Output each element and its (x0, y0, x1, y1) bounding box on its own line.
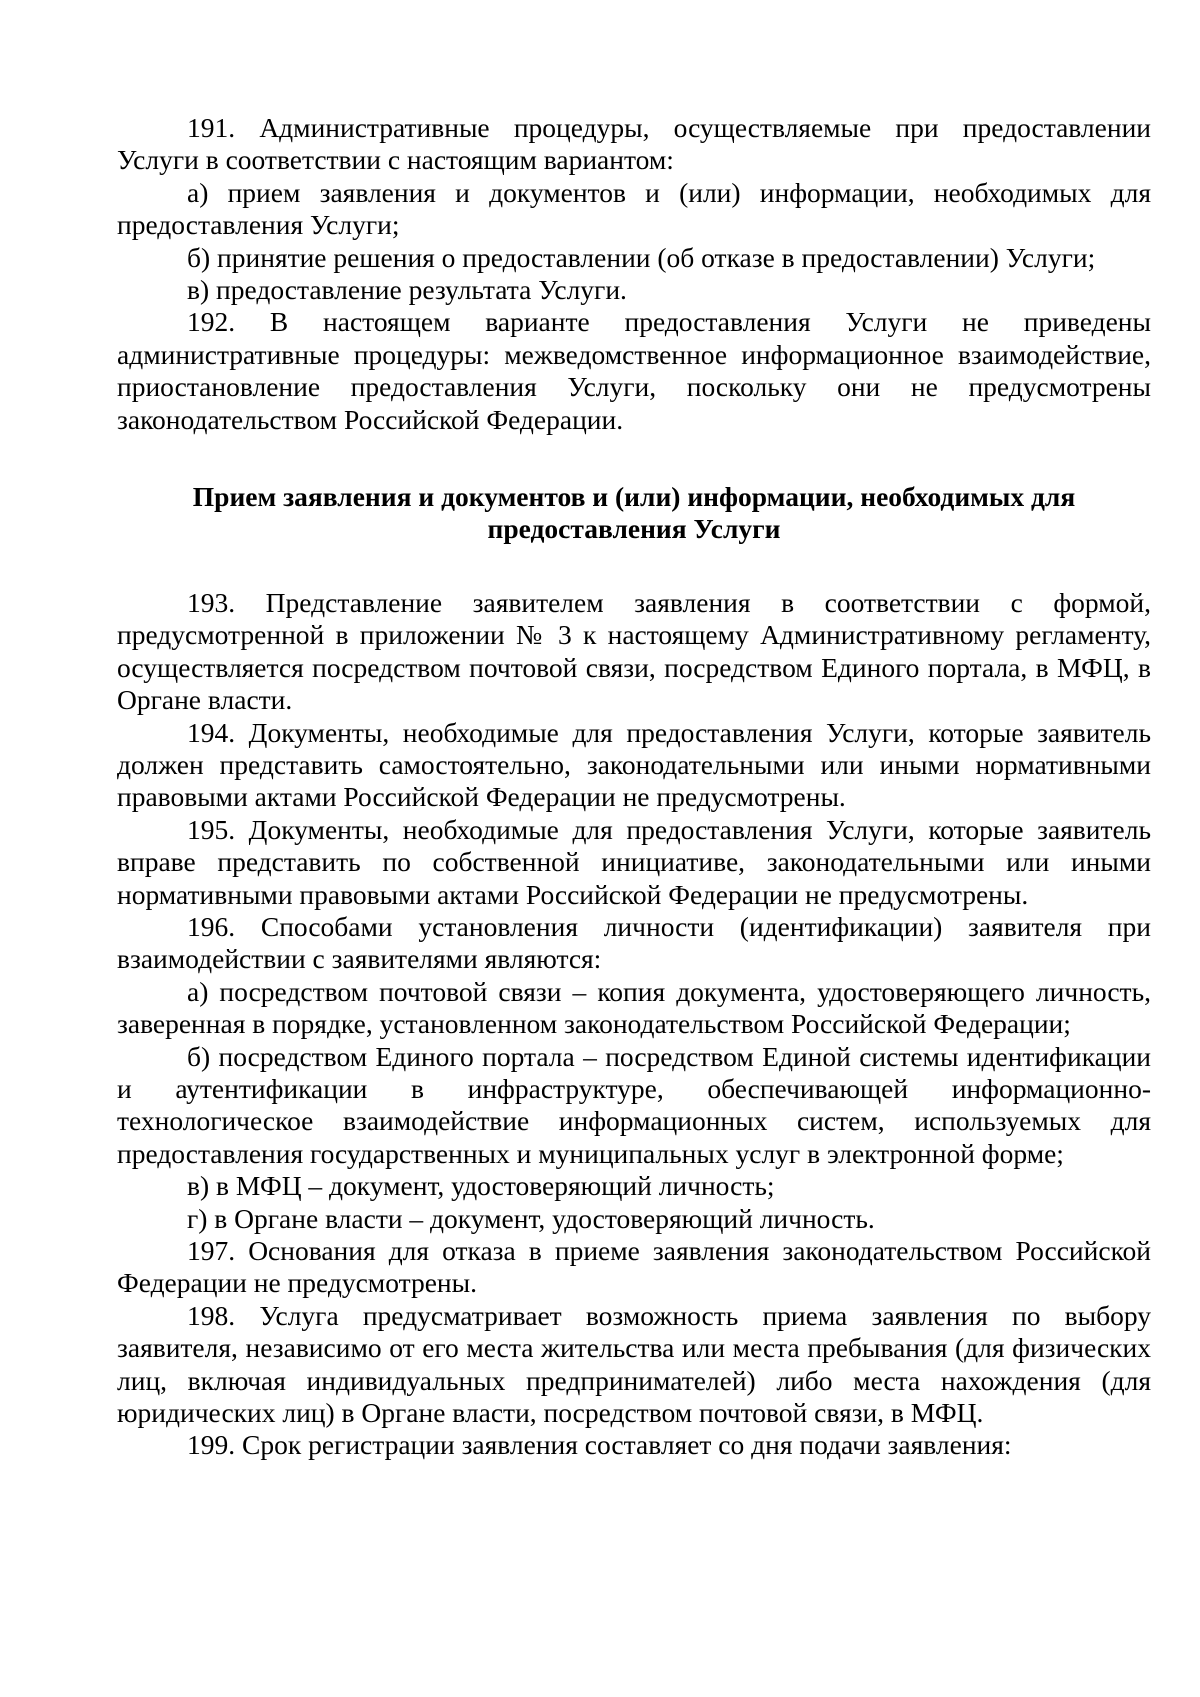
paragraph-196-a: а) посредством почтовой связи – копия документа, удостоверяющего личность, заверенная в порядке, установленном законодательством Российской Федерации; (117, 975, 1151, 1040)
paragraph-199: 199. Срок регистрации заявления составляет со дня подачи заявления: (187, 1429, 1012, 1461)
paragraph-191-v: в) предоставление результата Услуги. (187, 274, 627, 306)
paragraph-193: 193. Представление заявителем заявления в соответствии с формой, предусмотренной в приложении № 3 к настоящему Административному регламенту, осуществляется посредством почтовой связи, посредством Единого портала, в МФЦ, в Органе власти. (117, 586, 1151, 716)
paragraph-197: 197. Основания для отказа в приеме заявления законодательством Российской Федерации не предусмотрены. (117, 1235, 1151, 1299)
document-page (117, 112, 1151, 1462)
paragraph-198: 198. Услуга предусматривает возможность приема заявления по выбору заявителя, независимо от его места жительства или места пребывания (для физических лиц, включая индивидуальных предпринимателей) либо места нахождения (для юридических лиц) в Органе власти, посредством почтовой связи, в МФЦ. (117, 1299, 1151, 1429)
paragraph-196-g: г) в Органе власти – документ, удостоверяющий личность. (187, 1202, 875, 1234)
paragraph-194: 194. Документы, необходимые для предоставления Услуги, которые заявитель должен представить самостоятельно, законодательными или иными нормативными правовыми актами Российской Федерации не предусмотрены. (117, 716, 1151, 813)
paragraph-191-a: а) прием заявления и документов и (или) информации, необходимых для предоставления Услуги; (117, 176, 1151, 241)
section-heading: Прием заявления и документов и (или) информации, необходимых для предоставления Услуги (192, 481, 1076, 545)
paragraph-196: 196. Способами установления личности (идентификации) заявителя при взаимодействии с заявителями являются: (117, 910, 1151, 975)
paragraph-196-b: б) посредством Единого портала – посредством Единой системы идентификации и аутентификации в инфраструктуре, обеспечивающей информационно-технологическое взаимодействие информационных систем, используемых для предоставления государственных и муниципальных услуг в электронной форме; (117, 1040, 1151, 1169)
paragraph-191: 191. Административные процедуры, осуществляемые при предоставлении Услуги в соответствии с настоящим вариантом: (117, 112, 1151, 176)
paragraph-192: 192. В настоящем варианте предоставления Услуги не приведены административные процедуры: межведомственное информационное взаимодействие, приостановление предоставления Услуги, поскольку они не предусмотрены законодательством Российской Федерации. (117, 306, 1151, 435)
paragraph-195: 195. Документы, необходимые для предоставления Услуги, которые заявитель вправе представить по собственной инициативе, законодательными или иными нормативными правовыми актами Российской Федерации не предусмотрены. (117, 813, 1151, 910)
paragraph-191-b: б) принятие решения о предоставлении (об отказе в предоставлении) Услуги; (187, 241, 1096, 273)
paragraph-196-v: в) в МФЦ – документ, удостоверяющий личность; (187, 1170, 775, 1202)
